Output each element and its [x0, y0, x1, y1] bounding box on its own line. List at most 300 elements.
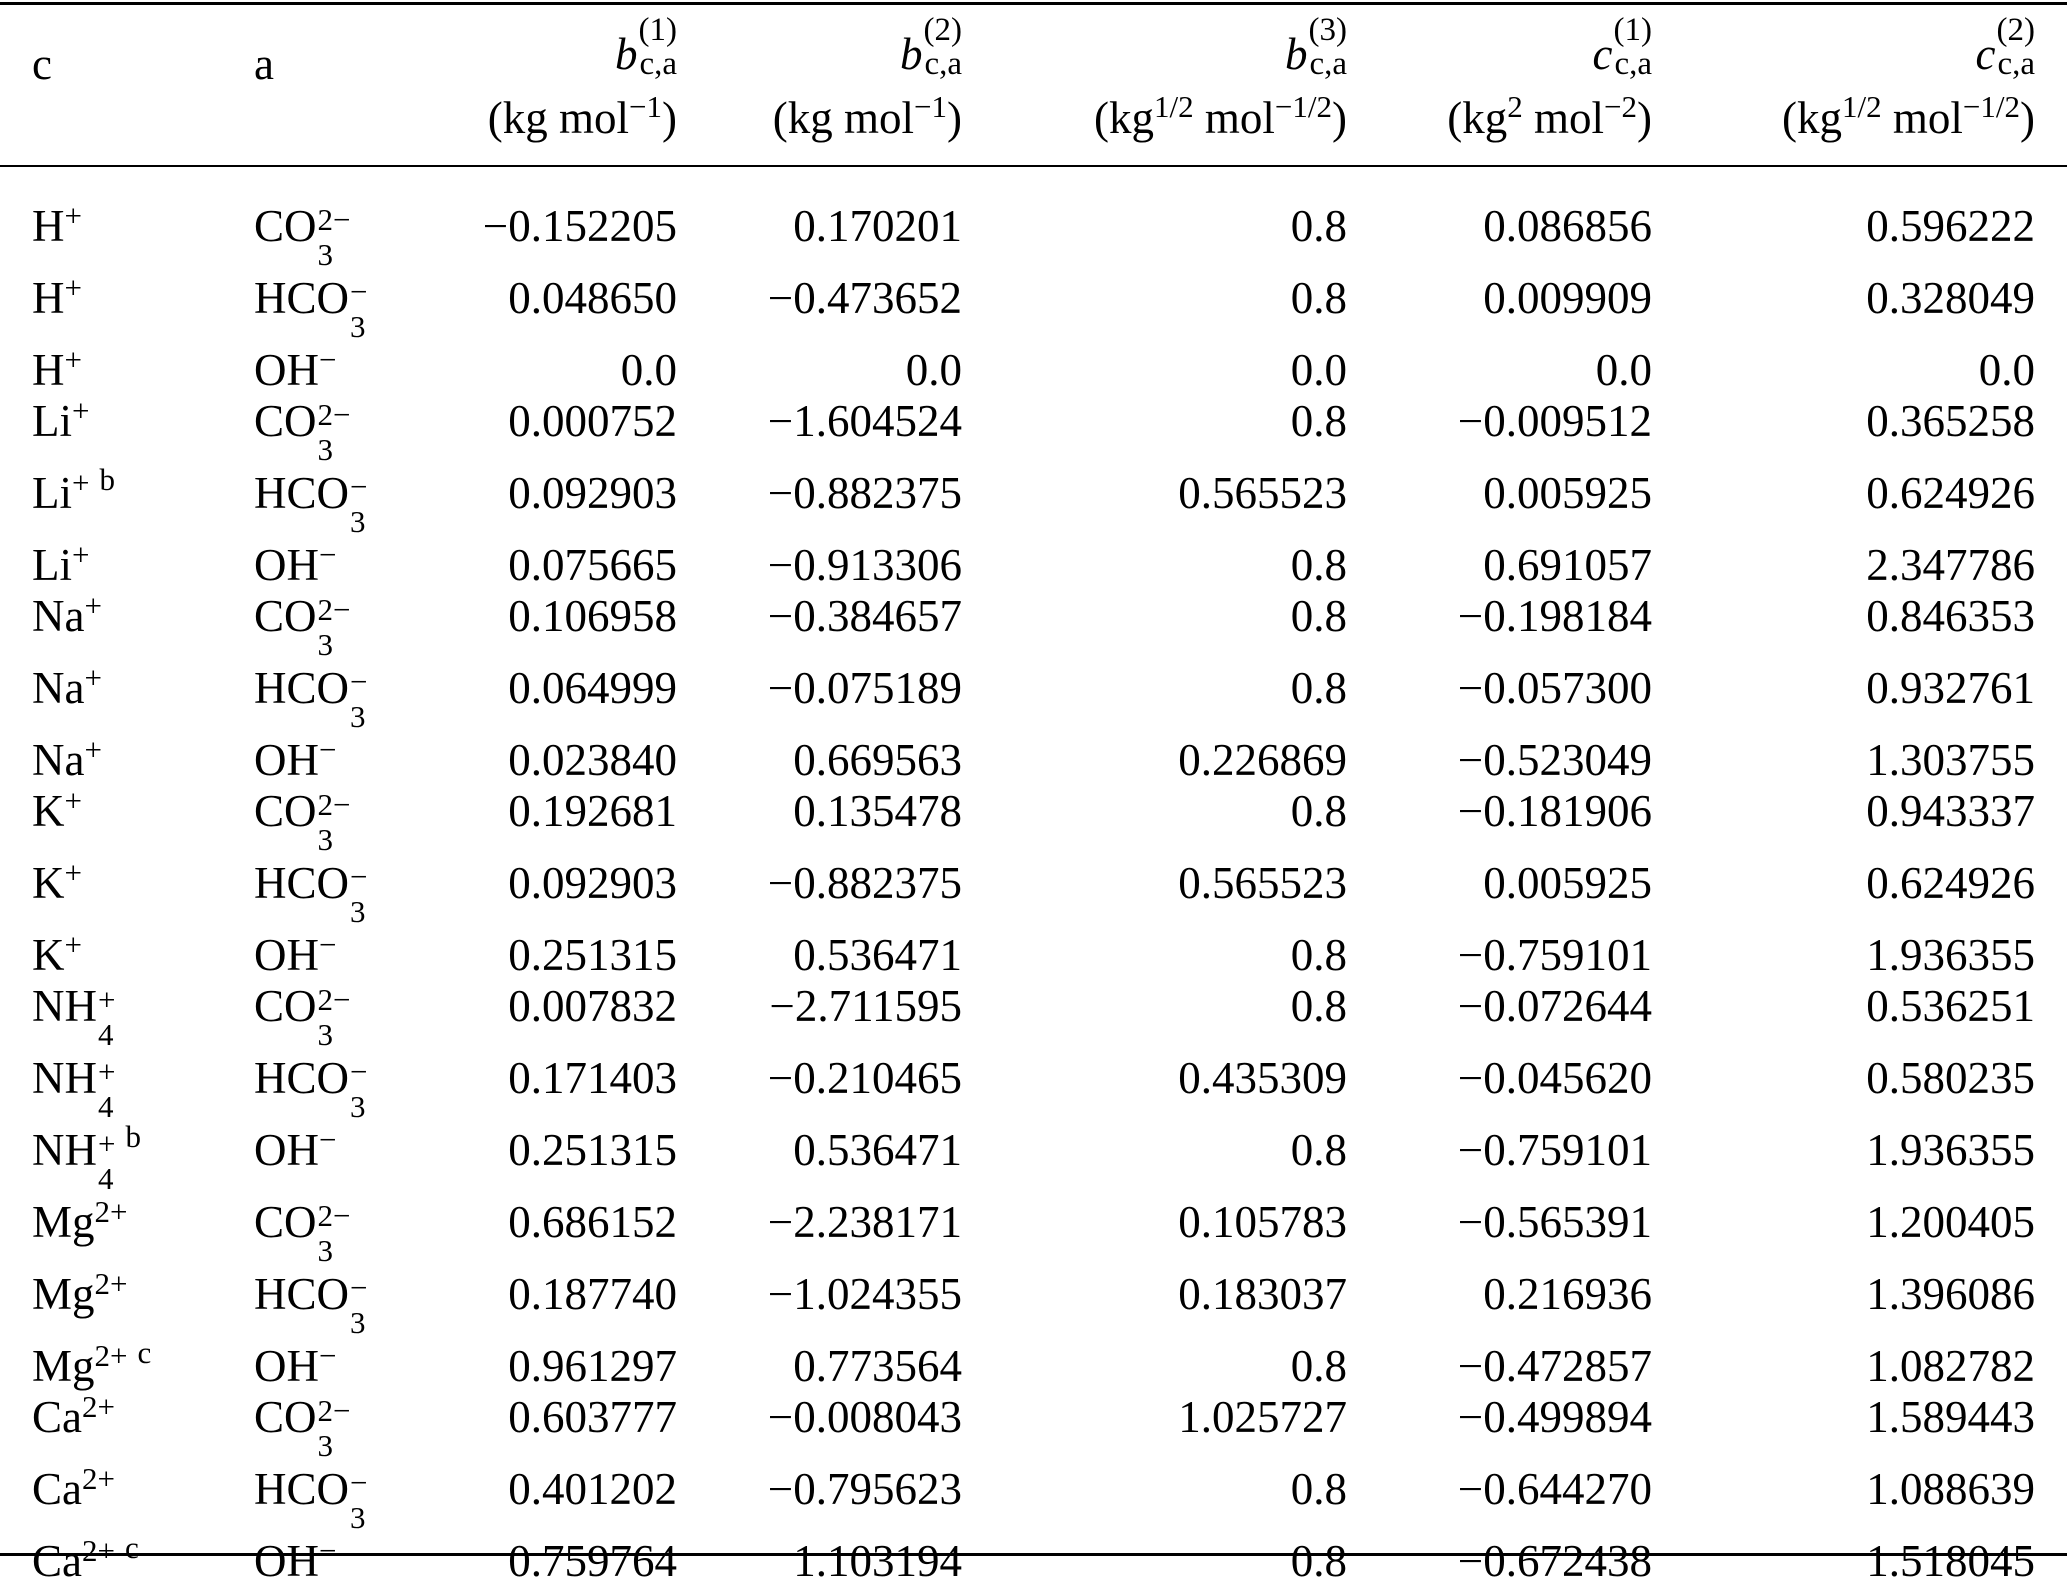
- anion-cell: [254, 927, 435, 978]
- unit-exponent: 2: [1507, 89, 1523, 124]
- value-cell: 1.200405: [1866, 1197, 2035, 1247]
- ion-charge: −: [350, 1270, 368, 1305]
- ion-count: 3: [350, 1305, 366, 1340]
- value-cell: −0.008043: [767, 1392, 962, 1442]
- cation-cell: [32, 537, 254, 588]
- ion-count: 3: [350, 309, 366, 344]
- value-cell: −0.057300: [1457, 663, 1652, 713]
- value-cell: 0.961297: [508, 1341, 677, 1391]
- symbol-indices: [1614, 14, 1652, 81]
- value-cell: 0.536471: [793, 930, 962, 980]
- value-cell: 0.251315: [508, 1125, 677, 1175]
- value-cell: 0.171403: [508, 1053, 677, 1103]
- table-row: [32, 1461, 2035, 1533]
- table-row: [32, 393, 2035, 465]
- ion-count: 4: [98, 1161, 114, 1196]
- value-cell: 0.170201: [793, 201, 962, 251]
- ion-charge: −: [319, 1338, 337, 1373]
- unit-exponent: −1/2: [1274, 89, 1332, 124]
- ion-charge: 2−: [317, 202, 351, 237]
- value-cell: 0.8: [1290, 1464, 1347, 1514]
- ion-charge: −: [350, 1465, 368, 1500]
- value-cell: 0.691057: [1483, 540, 1652, 590]
- value-cell: 0.401202: [508, 1464, 677, 1514]
- cation: H+: [32, 270, 82, 323]
- symbol-indices: [1997, 14, 2035, 81]
- cation-cell: [32, 1389, 254, 1461]
- cation-cell: [32, 1461, 254, 1533]
- ion-charge: −: [319, 537, 337, 572]
- cation-cell: [32, 393, 254, 465]
- value-cell: 0.023840: [508, 735, 677, 785]
- cation: $Mg^{2+}$ $^c$: [32, 1335, 152, 1391]
- cation: $Ca^{2+}$ $^c$: [32, 1530, 139, 1586]
- unit-exponent: −1: [629, 89, 662, 124]
- value-cell: −0.672438: [1457, 1536, 1652, 1586]
- value-cell: 0.135478: [793, 786, 962, 836]
- ion-count: 4: [98, 1089, 114, 1124]
- ion-charge-stack: [98, 1128, 115, 1194]
- value-cell: 0.565523: [1178, 858, 1347, 908]
- value-cell: −1.604524: [767, 396, 962, 446]
- ion-charge: 2+: [82, 1533, 115, 1568]
- symbol-order: (2): [1996, 12, 2035, 48]
- header-b1: [435, 14, 677, 192]
- value-cell: 0.183037: [1178, 1269, 1347, 1319]
- ion-charge: +: [64, 270, 82, 305]
- value-cell: 0.8: [1290, 1341, 1347, 1391]
- symbol-order: (1): [1613, 12, 1652, 48]
- symbol-indices: [639, 14, 677, 81]
- value-cell: 0.686152: [508, 1197, 677, 1247]
- ion-charge-stack: [318, 204, 351, 270]
- cation-cell: [32, 1119, 254, 1196]
- unit-exponent: −2: [1604, 89, 1637, 124]
- cation: $Ca^{2+}$: [32, 1389, 115, 1442]
- ion-charge-stack: [350, 861, 367, 927]
- anion-cell: [254, 1389, 435, 1461]
- ion-charge-stack: [318, 399, 351, 465]
- anion-cell: [254, 783, 435, 855]
- table-row: [32, 978, 2035, 1050]
- ion-charge: 2+: [94, 1266, 128, 1301]
- anion: CO 2− 3: [254, 201, 351, 272]
- parameter-unit: ($kg^{1/2}$ mol$^{-1/2}$): [1782, 89, 2035, 143]
- anion-cell: [254, 1338, 435, 1389]
- symbol-base: b: [900, 29, 923, 79]
- table-row: [32, 588, 2035, 660]
- symbol-subscript: c,a: [1997, 46, 2035, 82]
- value-cell: 0.932761: [1866, 663, 2035, 713]
- footnote-marker: b: [125, 1119, 141, 1154]
- value-cell: 1.936355: [1866, 1125, 2035, 1175]
- value-cell: 1.103194: [793, 1536, 962, 1586]
- value-cell: 2.347786: [1866, 540, 2035, 590]
- cation-cell: [32, 783, 254, 855]
- cation-cell: [32, 732, 254, 783]
- value-cell: −0.565391: [1457, 1197, 1652, 1247]
- cation-cell: [32, 588, 254, 660]
- anion: HCO − 3: [254, 858, 368, 929]
- value-cell: 0.8: [1290, 663, 1347, 713]
- value-cell: 0.106958: [508, 591, 677, 641]
- table-row: [32, 783, 2035, 855]
- value-cell: −2.238171: [767, 1197, 962, 1247]
- symbol-indices: [924, 14, 962, 81]
- cation: $Mg^{2+}$: [32, 1266, 128, 1319]
- value-cell: 1.082782: [1866, 1341, 2035, 1391]
- ion-charge: +: [64, 198, 82, 233]
- value-cell: −0.009512: [1457, 396, 1652, 446]
- symbol-base: c: [1592, 29, 1613, 79]
- cation-cell: [32, 660, 254, 732]
- ion-charge: 2+: [82, 1461, 115, 1496]
- ion-charge-stack: [98, 984, 115, 1050]
- ion-charge-stack: [318, 1200, 351, 1266]
- footnote-marker: c: [124, 1530, 139, 1565]
- symbol-subscript: c,a: [639, 46, 677, 82]
- anion-cell: [254, 192, 435, 270]
- ion-charge: −: [319, 1533, 337, 1568]
- value-cell: −0.198184: [1457, 591, 1652, 641]
- ion-count: 3: [317, 1233, 334, 1268]
- symbol-base: b: [615, 29, 638, 79]
- ion-count: 3: [317, 432, 334, 467]
- value-cell: 0.8: [1290, 981, 1347, 1031]
- unit-exponent: −1/2: [1962, 89, 2020, 124]
- ion-count: 4: [98, 1017, 114, 1052]
- cation: $Ca^{2+}$: [32, 1461, 115, 1514]
- value-cell: 0.596222: [1866, 201, 2035, 251]
- anion-cell: [254, 732, 435, 783]
- parameter-symbol: [677, 14, 962, 96]
- anion-cell: [254, 855, 435, 927]
- anion: CO 2− 3: [254, 591, 351, 662]
- ion-charge: +: [64, 855, 82, 890]
- header-cation: c: [32, 39, 52, 89]
- value-cell: −0.473652: [767, 273, 962, 323]
- ion-charge: +: [84, 588, 102, 623]
- value-cell: 0.8: [1290, 1125, 1347, 1175]
- value-cell: 1.518045: [1866, 1536, 2035, 1586]
- cation: K+: [32, 927, 82, 980]
- value-cell: 1.025727: [1178, 1392, 1347, 1442]
- ion-count: 3: [317, 1017, 334, 1052]
- value-cell: −0.152205: [482, 201, 677, 251]
- value-cell: −0.472857: [1457, 1341, 1652, 1391]
- anion: OH−: [254, 342, 337, 395]
- anion: HCO − 3: [254, 273, 368, 344]
- ion-charge: −: [319, 342, 337, 377]
- ion-charge: +: [64, 927, 82, 962]
- ion-charge: +: [64, 342, 82, 377]
- cation-cell: [32, 342, 254, 393]
- anion: OH−: [254, 927, 337, 980]
- value-cell: 0.536251: [1866, 981, 2035, 1031]
- ion-charge: −: [319, 927, 337, 962]
- ion-charge: +: [84, 660, 102, 695]
- value-cell: 0.092903: [508, 468, 677, 518]
- ion-charge: +: [72, 393, 90, 428]
- unit-exponent: −1: [914, 89, 947, 124]
- value-cell: 0.251315: [508, 930, 677, 980]
- anion: HCO − 3: [254, 663, 368, 734]
- anion-cell: [254, 1194, 435, 1266]
- value-cell: 0.8: [1290, 591, 1347, 641]
- table-row: [32, 660, 2035, 732]
- value-cell: −0.759101: [1457, 930, 1652, 980]
- table-row: [32, 270, 2035, 342]
- value-cell: −0.795623: [767, 1464, 962, 1514]
- value-cell: −0.523049: [1457, 735, 1652, 785]
- value-cell: 0.8: [1290, 396, 1347, 446]
- cation: Li+: [32, 537, 90, 590]
- symbol-subscript: c,a: [1614, 46, 1652, 82]
- symbol-order: (3): [1308, 12, 1347, 48]
- ion-charge: 2−: [317, 982, 351, 1017]
- value-cell: 0.0: [1978, 345, 2035, 395]
- table-row: [32, 465, 2035, 537]
- ion-charge: +: [98, 1054, 116, 1089]
- cation: Na+: [32, 732, 102, 785]
- anion: CO 2− 3: [254, 786, 351, 857]
- ion-charge-stack: [98, 1056, 115, 1122]
- ion-charge-stack: [318, 984, 351, 1050]
- anion: OH−: [254, 1122, 337, 1175]
- anion-cell: [254, 660, 435, 732]
- symbol-base: b: [1285, 29, 1308, 79]
- ion-count: 3: [350, 504, 366, 539]
- ion-charge-stack: [350, 666, 367, 732]
- parameter-unit: ($kg^2$ mol$^{-2}$): [1447, 89, 1652, 143]
- parameter-unit: (kg mol$^{-1}$): [487, 89, 677, 143]
- value-cell: 0.8: [1290, 540, 1347, 590]
- ion-count: 3: [317, 237, 334, 272]
- value-cell: −0.181906: [1457, 786, 1652, 836]
- cation: Na+: [32, 588, 102, 641]
- parameter-unit: (kg mol$^{-1}$): [772, 89, 962, 143]
- ion-charge: −: [319, 732, 337, 767]
- table-body: [32, 192, 2035, 1584]
- value-cell: 0.580235: [1866, 1053, 2035, 1103]
- symbol-subscript: c,a: [1309, 46, 1347, 82]
- anion: CO 2− 3: [254, 396, 351, 467]
- unit-exponent: 1/2: [1842, 89, 1882, 124]
- value-cell: 1.936355: [1866, 930, 2035, 980]
- anion: CO 2− 3: [254, 1197, 351, 1268]
- header-b3: [962, 14, 1347, 192]
- table-row: [32, 192, 2035, 270]
- anion-cell: [254, 465, 435, 537]
- ion-charge: 2−: [317, 1393, 351, 1428]
- table-row: [32, 1050, 2035, 1122]
- anion: OH−: [254, 1533, 337, 1586]
- ion-charge: −: [319, 1122, 337, 1157]
- value-cell: 0.192681: [508, 786, 677, 836]
- anion-cell: [254, 342, 435, 393]
- value-cell: −1.024355: [767, 1269, 962, 1319]
- ion-charge: +: [84, 732, 102, 767]
- table-row: [32, 1122, 2035, 1194]
- value-cell: 0.624926: [1866, 858, 2035, 908]
- cation-cell: [32, 1050, 254, 1122]
- ion-charge: 2+: [94, 1194, 128, 1229]
- value-cell: 0.216936: [1483, 1269, 1652, 1319]
- parameter-symbol: [435, 14, 677, 96]
- cation: NH + 4: [32, 981, 116, 1052]
- value-cell: 0.064999: [508, 663, 677, 713]
- value-cell: 0.0: [1595, 345, 1652, 395]
- ion-charge-stack: [350, 276, 367, 342]
- table-row: [32, 1389, 2035, 1461]
- ion-charge: −: [350, 274, 368, 309]
- anion: HCO − 3: [254, 1269, 368, 1340]
- value-cell: 0.0: [620, 345, 677, 395]
- anion: HCO − 3: [254, 1464, 368, 1535]
- value-cell: 0.086856: [1483, 201, 1652, 251]
- value-cell: 0.0: [1290, 345, 1347, 395]
- table-row: [32, 732, 2035, 783]
- ion-charge: +: [72, 465, 90, 500]
- value-cell: 0.092903: [508, 858, 677, 908]
- ion-charge-stack: [318, 789, 351, 855]
- ion-charge: 2−: [317, 397, 351, 432]
- value-cell: 0.226869: [1178, 735, 1347, 785]
- value-cell: −0.499894: [1457, 1392, 1652, 1442]
- value-cell: 0.8: [1290, 930, 1347, 980]
- table-row: [32, 1194, 2035, 1266]
- value-cell: −0.644270: [1457, 1464, 1652, 1514]
- table-row: [32, 855, 2035, 927]
- value-cell: −0.210465: [767, 1053, 962, 1103]
- ion-count: 3: [317, 1428, 334, 1463]
- value-cell: −0.882375: [767, 858, 962, 908]
- parameter-symbol: [1652, 14, 2035, 96]
- value-cell: −0.045620: [1457, 1053, 1652, 1103]
- anion: HCO − 3: [254, 468, 368, 539]
- ion-charge: 2+: [82, 1389, 115, 1424]
- table-top-rule: [0, 2, 2067, 5]
- value-cell: 0.048650: [508, 273, 677, 323]
- value-cell: 0.005925: [1483, 468, 1652, 518]
- value-cell: 0.005925: [1483, 858, 1652, 908]
- cation-cell: [32, 927, 254, 978]
- anion-cell: [254, 1050, 435, 1122]
- cation: $Mg^{2+}$: [32, 1194, 128, 1247]
- pitzer-parameter-table: [32, 14, 2035, 1584]
- value-cell: −0.075189: [767, 663, 962, 713]
- header-c1: [1347, 14, 1652, 192]
- unit-exponent: 1/2: [1154, 89, 1194, 124]
- cation: K+: [32, 783, 82, 836]
- ion-count: 3: [317, 822, 334, 857]
- footnote-marker: b: [99, 462, 115, 497]
- symbol-indices: [1309, 14, 1347, 81]
- ion-charge-stack: [350, 1056, 367, 1122]
- anion-cell: [254, 1266, 435, 1338]
- cation-cell: [32, 1335, 254, 1391]
- value-cell: 0.603777: [508, 1392, 677, 1442]
- value-cell: 0.8: [1290, 273, 1347, 323]
- cation: H+: [32, 342, 82, 395]
- ion-charge-stack: [350, 471, 367, 537]
- value-cell: 0.759764: [508, 1536, 677, 1586]
- ion-count: 3: [350, 1089, 366, 1124]
- ion-count: 3: [350, 699, 366, 734]
- symbol-order: (1): [638, 12, 677, 48]
- anion-cell: [254, 1122, 435, 1194]
- ion-count: 3: [350, 1500, 366, 1535]
- cation: Li+ $^b$: [32, 462, 115, 518]
- table-header: [32, 14, 2035, 192]
- anion: OH−: [254, 537, 337, 590]
- value-cell: 0.565523: [1178, 468, 1347, 518]
- value-cell: 0.8: [1290, 1536, 1347, 1586]
- value-cell: 0.846353: [1866, 591, 2035, 641]
- value-cell: 0.624926: [1866, 468, 2035, 518]
- ion-count: 3: [350, 894, 366, 929]
- anion-cell: [254, 537, 435, 588]
- parameter-unit: ($kg^{1/2}$ mol$^{-1/2}$): [1094, 89, 1347, 143]
- value-cell: 0.105783: [1178, 1197, 1347, 1247]
- cation: K+: [32, 855, 82, 908]
- anion-cell: [254, 1461, 435, 1533]
- ion-charge-stack: [318, 1395, 351, 1461]
- symbol-order: (2): [923, 12, 962, 48]
- ion-charge: +: [98, 1126, 116, 1161]
- symbol-base: c: [1975, 29, 1996, 79]
- value-cell: −0.384657: [767, 591, 962, 641]
- anion-cell: [254, 978, 435, 1050]
- value-cell: 1.088639: [1866, 1464, 2035, 1514]
- value-cell: 1.589443: [1866, 1392, 2035, 1442]
- ion-charge: 2−: [317, 592, 351, 627]
- value-cell: −0.759101: [1457, 1125, 1652, 1175]
- header-c2: [1652, 14, 2035, 192]
- footnote-marker: c: [137, 1335, 152, 1370]
- ion-charge: 2−: [317, 787, 351, 822]
- value-cell: 1.396086: [1866, 1269, 2035, 1319]
- value-cell: 0.8: [1290, 201, 1347, 251]
- symbol-subscript: c,a: [924, 46, 962, 82]
- cation-cell: [32, 1266, 254, 1338]
- value-cell: 0.009909: [1483, 273, 1652, 323]
- ion-charge-stack: [318, 594, 351, 660]
- value-cell: 0.007832: [508, 981, 677, 1031]
- ion-charge: +: [72, 537, 90, 572]
- cation-cell: [32, 192, 254, 270]
- cation-cell: [32, 855, 254, 927]
- value-cell: 0.536471: [793, 1125, 962, 1175]
- value-cell: 0.943337: [1866, 786, 2035, 836]
- anion: CO 2− 3: [254, 981, 351, 1052]
- header-b2: [677, 14, 962, 192]
- cation: NH + 4 $^b$: [32, 1119, 141, 1196]
- anion: HCO − 3: [254, 1053, 368, 1124]
- value-cell: 0.773564: [793, 1341, 962, 1391]
- ion-charge-stack: [350, 1272, 367, 1338]
- cation-cell: [32, 1194, 254, 1266]
- header-anion: a: [254, 39, 274, 89]
- ion-charge: −: [350, 859, 368, 894]
- value-cell: 0.328049: [1866, 273, 2035, 323]
- value-cell: 0.669563: [793, 735, 962, 785]
- anion: OH−: [254, 1338, 337, 1391]
- ion-charge: −: [350, 1054, 368, 1089]
- table-row: [32, 342, 2035, 393]
- anion-cell: [254, 393, 435, 465]
- parameter-symbol: [962, 14, 1347, 96]
